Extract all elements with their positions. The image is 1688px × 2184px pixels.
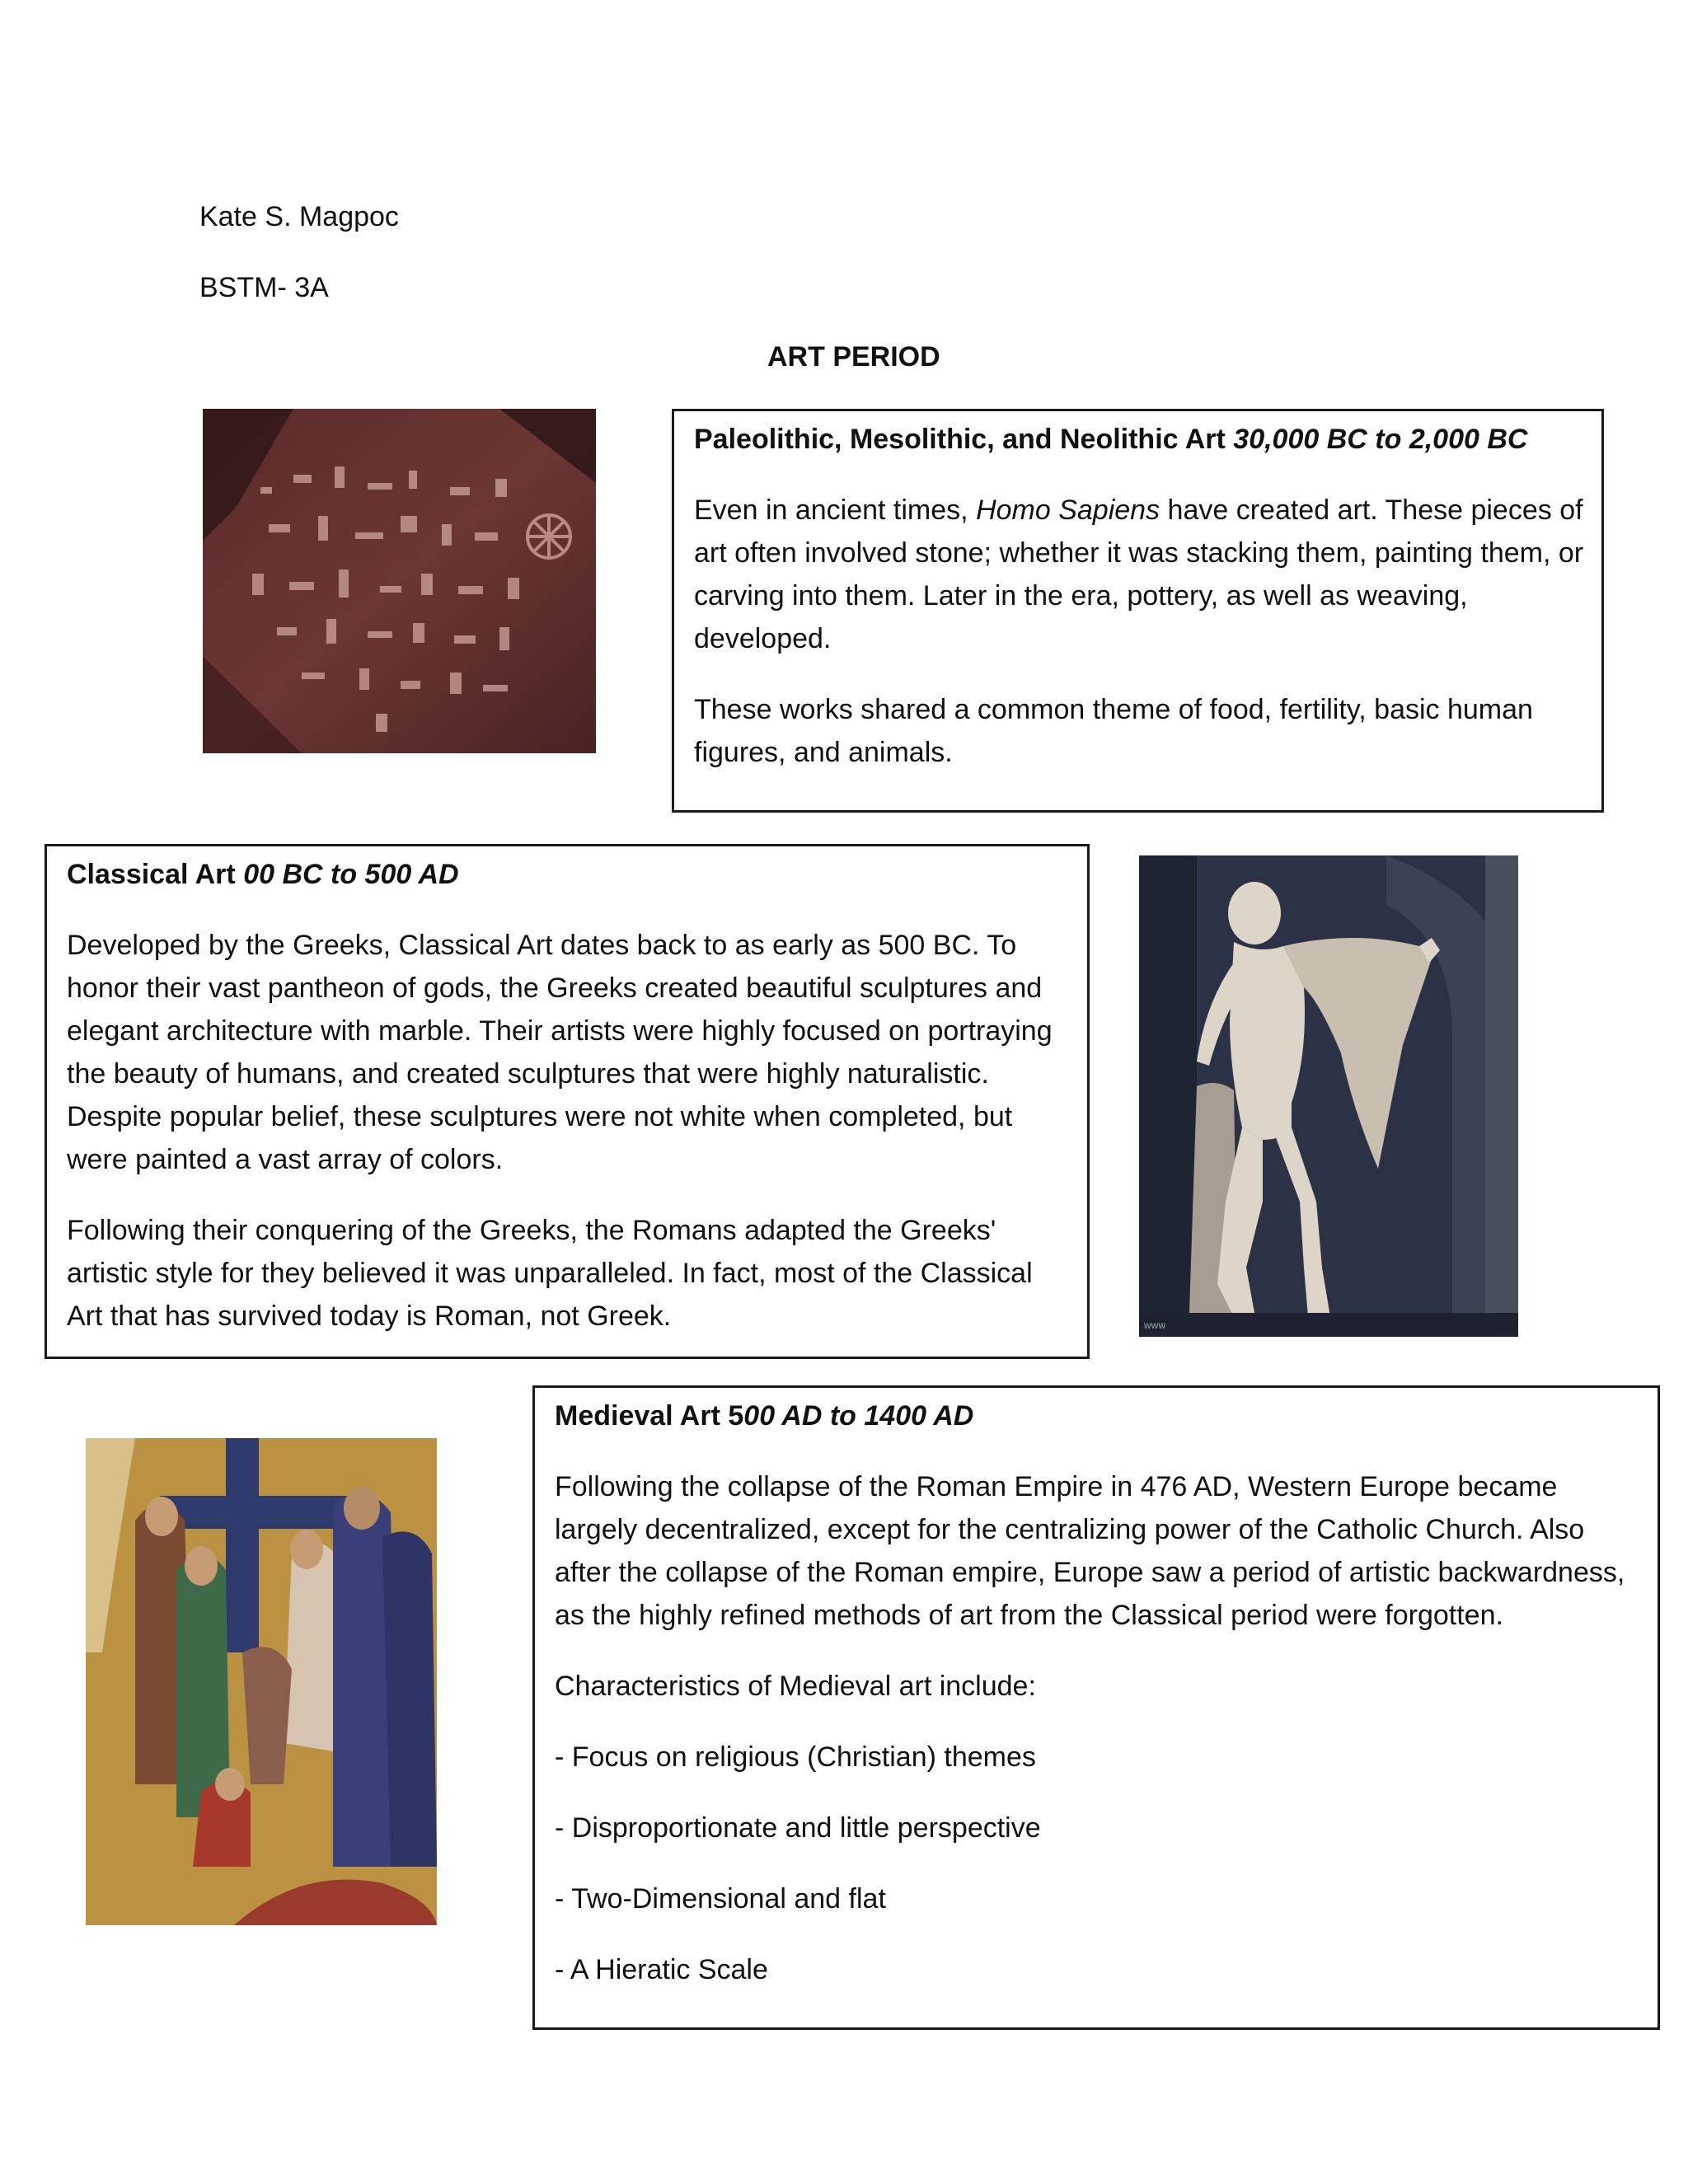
prehistoric-dates: 30,000 BC to 2,000 BC xyxy=(1233,424,1528,455)
classical-paragraph-1: Developed by the Greeks, Classical Art dates back to as early as 500 BC. To honor their vast pantheon of gods, the Greeks created beautiful sculptures and elegant architecture with marble. Their artists were highly focused on portraying the beauty of humans, and created sculptures that were highly naturalistic. Despite popular belief, these sculptures were not white when completed, but were painted a vast array of colors. xyxy=(67,930,1053,1175)
prehistoric-art-box xyxy=(672,409,1604,813)
prehistoric-p1-start: Even in ancient times, xyxy=(694,494,968,526)
medieval-title: Medieval Art 5 xyxy=(555,1400,744,1432)
prehistoric-paragraph-2: These works shared a common theme of food, fertility, basic human figures, and animals. xyxy=(694,694,1533,768)
medieval-characteristic: - Two-Dimensional and flat xyxy=(555,1883,886,1915)
prehistoric-title: Paleolithic, Mesolithic, and Neolithic Art xyxy=(694,424,1226,455)
class-section: BSTM- 3A xyxy=(199,272,329,303)
page-title: ART PERIOD xyxy=(767,341,940,373)
medieval-characteristic: - Disproportionate and little perspective xyxy=(555,1812,1041,1844)
prehistoric-heading xyxy=(694,421,1587,457)
author-name: Kate S. Magpoc xyxy=(199,201,399,232)
classical-dates: 00 BC to 500 AD xyxy=(243,859,459,890)
classical-heading xyxy=(67,856,1072,893)
classical-art-box xyxy=(45,844,1090,1359)
classical-paragraph-2: Following their conquering of the Greeks, the Romans adapted the Greeks' artistic style for they believed it was unparalleled. In fact, most of the Classical Art that has survived today is Roman, not Greek. xyxy=(67,1215,1033,1332)
medieval-heading xyxy=(555,1398,1643,1434)
medieval-paragraph-2: Characteristics of Medieval art include: xyxy=(555,1671,1036,1702)
homo-sapiens-term: Homo Sapiens xyxy=(976,494,1160,526)
medieval-characteristic: - A Hieratic Scale xyxy=(555,1954,768,1985)
medieval-dates: 00 AD to 1400 AD xyxy=(743,1400,974,1432)
classical-title: Classical Art xyxy=(67,859,236,890)
petroglyph-rock-image xyxy=(203,409,596,753)
classical-statue-image xyxy=(1139,855,1518,1337)
medieval-painting-image xyxy=(86,1438,437,1925)
svg-text:www: www xyxy=(1144,1319,1165,1331)
medieval-characteristic: - Focus on religious (Christian) themes xyxy=(555,1741,1036,1773)
prehistoric-paragraph-1 xyxy=(694,489,1587,660)
medieval-paragraph-1: Following the collapse of the Roman Empire in 476 AD, Western Europe became largely decentralized, except for the centralizing power of the Catholic Church. Also after the collapse of the Roman empire, Europe saw a period of artistic backwardness, as the highly refined methods of art from the Classical period were forgotten. xyxy=(555,1471,1625,1631)
medieval-art-box xyxy=(532,1385,1660,2030)
prehistoric-p1-end: have created art. These pieces of art often involved stone; whether it was stacking them, painting them, or carving into them. Later in the era, pottery, as well as weaving, developed. xyxy=(694,494,1584,654)
